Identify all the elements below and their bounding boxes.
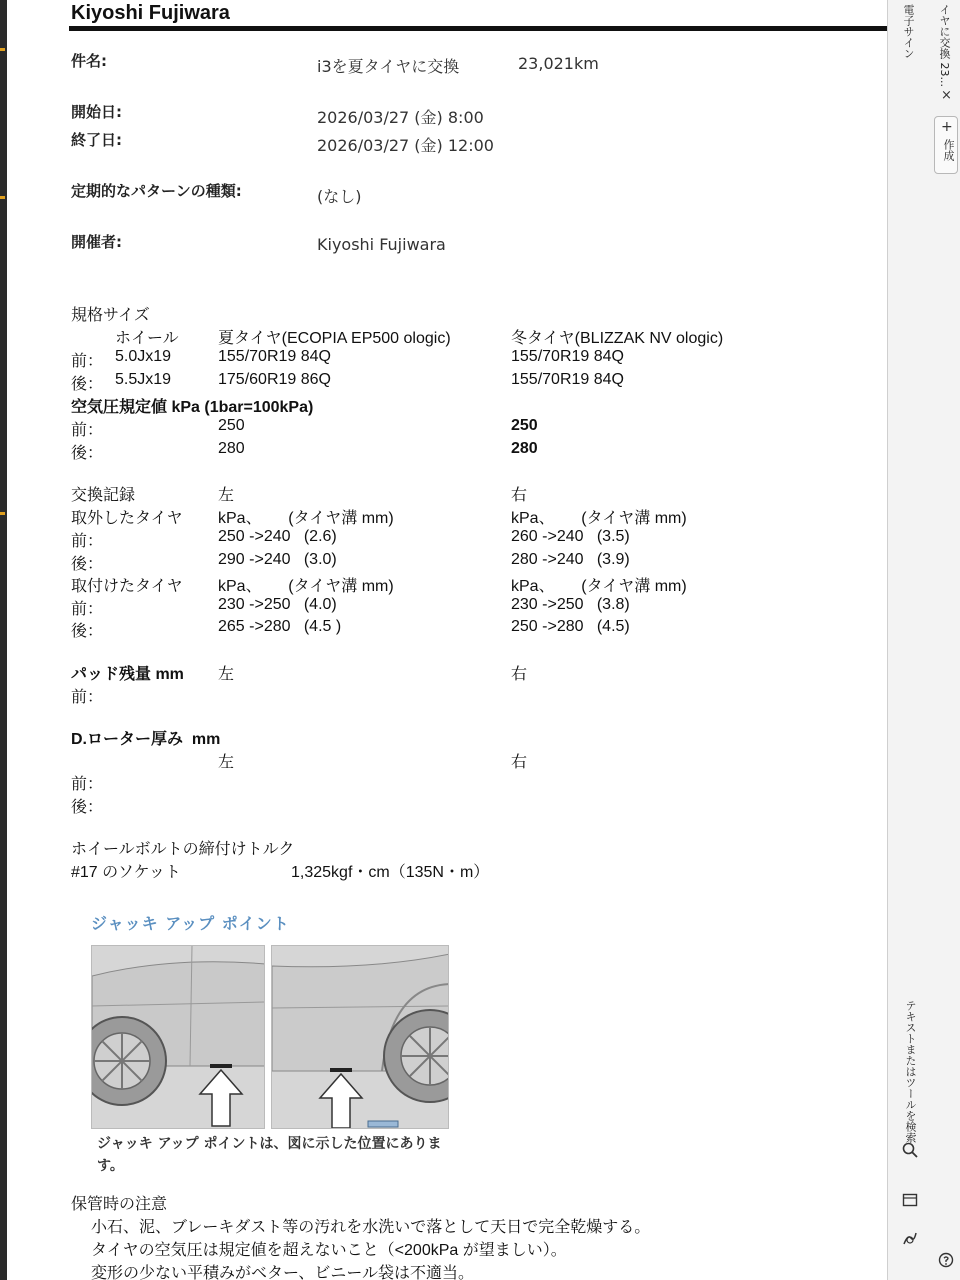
edge-marker: [0, 512, 5, 515]
storage-line-1: 小石、泥、ブレーキダスト等の汚れを水洗いで落として天日で完全乾燥する。: [91, 1219, 651, 1236]
jack-point-rear-image: [271, 945, 449, 1129]
organizer-value: Kiyoshi Fujiwara: [317, 235, 446, 254]
removed-rear-label: 後：: [71, 556, 104, 573]
installed-label: 取付けたタイヤ: [71, 578, 183, 595]
spec-col-winter: 冬タイヤ(BLIZZAK NV ologic): [511, 330, 724, 347]
sidebar-tab-e-sign[interactable]: 電子サイン: [902, 4, 915, 59]
pattern-value: (なし): [317, 187, 362, 206]
removed-rear-left: 290 ->240 (3.0): [218, 551, 337, 568]
storage-title: 保管時の注意: [71, 1196, 168, 1213]
close-tab-button[interactable]: ×: [941, 88, 952, 103]
search-icon[interactable]: [902, 1142, 918, 1162]
pads-right: 右: [511, 666, 528, 683]
tool-search-field[interactable]: テキストまたはツールを検索: [904, 1000, 917, 1143]
end-value: 2026/03/27 (金) 12:00: [317, 136, 494, 155]
edge-marker: [0, 196, 5, 199]
torque-value: 1,325kgf・cm（135N・m）: [291, 864, 490, 881]
spec-title: 規格サイズ: [71, 307, 150, 324]
torque-title: ホイールボルトの締付けトルク: [71, 841, 295, 858]
installed-front-left: 230 ->250 (4.0): [218, 596, 337, 613]
rotor-rear-label: 後：: [71, 799, 104, 816]
panel-icon[interactable]: [902, 1192, 918, 1212]
left-edge-strip: [0, 0, 7, 1280]
pressure-rear-label: 後：: [71, 445, 104, 462]
spec-col-summer: 夏タイヤ(ECOPIA EP500 ologic): [218, 330, 451, 347]
start-value: 2026/03/27 (金) 8:00: [317, 108, 484, 127]
spec-front-winter: 155/70R19 84Q: [511, 348, 624, 365]
installed-front-label: 前：: [71, 601, 104, 618]
spec-front-summer: 155/70R19 84Q: [218, 348, 331, 365]
document-page: [7, 0, 887, 1280]
installed-rear-label: 後：: [71, 623, 104, 640]
pressure-rear-winter: 280: [511, 440, 538, 457]
pattern-label: 定期的なパターンの種類:: [71, 182, 242, 200]
create-button[interactable]: [934, 116, 958, 174]
spec-rear-winter: 155/70R19 84Q: [511, 371, 624, 388]
pressure-title: 空気圧規定値 kPa (1bar=100kPa): [71, 399, 314, 416]
installed-front-right: 230 ->250 (3.8): [511, 596, 630, 613]
removed-rear-right: 280 ->240 (3.9): [511, 551, 630, 568]
rotor-front-label: 前：: [71, 776, 104, 793]
pressure-front-winter: 250: [511, 417, 538, 434]
spec-front-label: 前：: [71, 353, 104, 370]
pressure-front-label: 前：: [71, 422, 104, 439]
spec-rear-wheel: 5.5Jx19: [115, 371, 172, 388]
start-label: 開始日:: [71, 103, 122, 121]
edge-marker: [0, 48, 5, 51]
removed-unit-right: kPa、 (タイヤ溝 mm): [511, 510, 687, 527]
figure-title: ジャッキ アップ ポイント: [91, 914, 290, 933]
rotor-left: 左: [218, 754, 235, 771]
installed-unit-right: kPa、 (タイヤ溝 mm): [511, 578, 687, 595]
pads-title: パッド残量 mm: [71, 666, 184, 683]
subject-label: 件名:: [71, 52, 107, 70]
rotor-title: D.ローター厚み mm: [71, 731, 221, 748]
pressure-front-summer: 250: [218, 417, 245, 434]
sign-icon[interactable]: [902, 1230, 918, 1250]
storage-line-2: タイヤの空気圧は規定値を超えないこと（<200kPa が望ましい）。: [91, 1242, 567, 1259]
jack-point-figure: [91, 905, 453, 1180]
spec-col-wheel: ホイール: [115, 330, 179, 347]
header-rule: [69, 26, 887, 31]
installed-rear-left: 265 ->280 (4.5 ): [218, 618, 342, 635]
sidebar-tab-document[interactable]: イヤに交換 23...: [938, 4, 951, 87]
create-label: 作成: [942, 139, 955, 161]
torque-socket: #17 のソケット: [71, 864, 181, 881]
subject-value: i3を夏タイヤに交換: [317, 57, 460, 76]
exchange-right-header: 右: [511, 487, 528, 504]
spec-rear-label: 後：: [71, 376, 104, 393]
removed-front-right: 260 ->240 (3.5): [511, 528, 630, 545]
removed-label: 取外したタイヤ: [71, 510, 183, 527]
storage-line-3: 変形の少ない平積みがベター、ビニール袋は不適当。: [91, 1265, 475, 1280]
mileage-value: 23,021km: [518, 54, 599, 73]
removed-front-label: 前：: [71, 533, 104, 550]
right-sidebar: [887, 0, 960, 1280]
pads-left: 左: [218, 666, 235, 683]
organizer-heading: Kiyoshi Fujiwara: [71, 2, 230, 24]
jack-point-front-image: [91, 945, 265, 1129]
installed-rear-right: 250 ->280 (4.5): [511, 618, 630, 635]
removed-unit-left: kPa、 (タイヤ溝 mm): [218, 510, 394, 527]
plus-icon: +: [941, 119, 953, 135]
rotor-right: 右: [511, 754, 528, 771]
organizer-label: 開催者:: [71, 233, 122, 251]
exchange-title: 交換記録: [71, 487, 136, 504]
exchange-left-header: 左: [218, 487, 235, 504]
pressure-rear-summer: 280: [218, 440, 245, 457]
help-icon[interactable]: [938, 1252, 954, 1272]
spec-front-wheel: 5.0Jx19: [115, 348, 172, 365]
removed-front-left: 250 ->240 (2.6): [218, 528, 337, 545]
spec-rear-summer: 175/60R19 86Q: [218, 371, 331, 388]
figure-caption: ジャッキ アップ ポイントは、図に示した位置にあります。: [97, 1136, 442, 1174]
end-label: 終了日:: [71, 131, 122, 149]
installed-unit-left: kPa、 (タイヤ溝 mm): [218, 578, 394, 595]
pads-front-label: 前：: [71, 689, 104, 706]
